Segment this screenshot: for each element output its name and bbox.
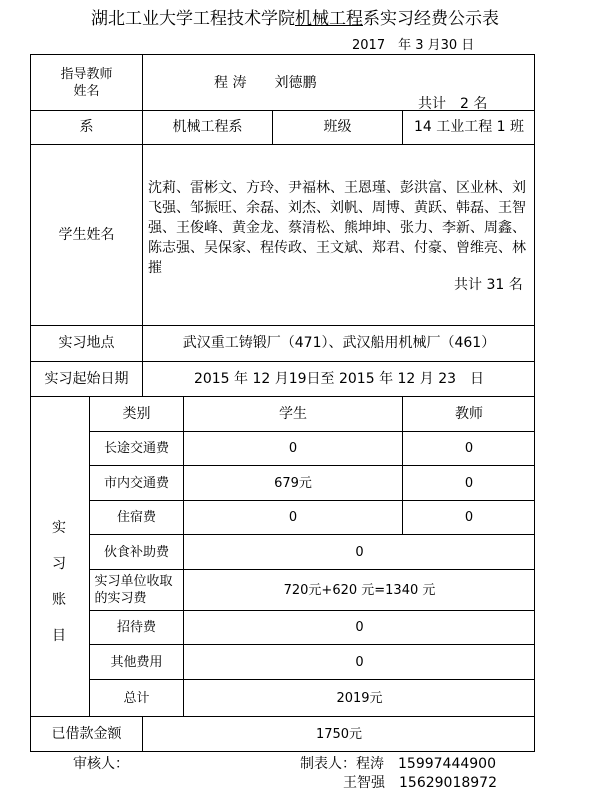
- maker-line: 制表人：程涛 15997444900: [300, 756, 496, 772]
- accounts-side-label: [50, 510, 68, 654]
- row-label-city-transport: 市内交通费: [103, 475, 169, 491]
- header-student: 学生: [279, 405, 307, 422]
- period-label: 实习起始日期: [44, 370, 129, 387]
- reviewer-label: 审核人：: [73, 756, 129, 772]
- students-label: 学生姓名: [58, 226, 115, 243]
- title-department: 机械工程: [295, 9, 363, 29]
- students-total: 共计 31 名: [454, 277, 523, 293]
- maker-second: 王智强 15629018972: [343, 775, 497, 791]
- header-teacher: 教师: [455, 405, 483, 422]
- header-category: 类别: [122, 405, 151, 422]
- row-label-internship-fee: [90, 570, 183, 610]
- row-teacher-value: 0: [464, 475, 474, 491]
- accounts-side-char: 目: [52, 628, 66, 644]
- title-prefix: 湖北工业大学工程技术学院: [91, 9, 295, 29]
- row-label-long-distance: 长途交通费: [103, 441, 169, 456]
- col-divider: [142, 54, 143, 110]
- accounts-side-char: 习: [52, 556, 66, 572]
- title-suffix: 系实习经费公示表: [363, 9, 499, 29]
- row-merged-value: 0: [355, 654, 364, 670]
- class-value: 14 工业工程 1 班: [413, 119, 525, 135]
- row-student-value: 0: [288, 510, 298, 525]
- row-label-meal-allowance: 伙食补助费: [103, 544, 169, 560]
- loan-label: 已借款金额: [51, 726, 122, 742]
- row-merged-value: 720元+620 元=1340 元: [283, 582, 436, 598]
- row-student-value: 679元: [274, 475, 312, 491]
- department-label: 系: [79, 119, 94, 135]
- period-value: 2015 年 12 月19日至 2015 年 12 月 23 日: [193, 370, 485, 387]
- student-names: 沈莉、雷彬文、方玲、尹福林、王恩瑾、彭洪富、区业林、刘飞强、邹振旺、余磊、刘杰、刘帆、周博、黄跃、韩磊、王智强、王俊峰、黄金龙、蔡清松、熊坤坤、张力、李新、周鑫、陈志强、吴保家、程传政、王文斌、郑君、付豪、曾维亮、林摧: [148, 180, 526, 276]
- location-label: 实习地点: [58, 335, 115, 351]
- advisor-names: 程 涛 刘德鹏: [214, 75, 317, 91]
- row-merged-value: 0: [355, 620, 364, 635]
- advisor-label-text: 指导教师姓名: [60, 66, 113, 99]
- row-student-value: 0: [288, 441, 298, 456]
- row-teacher-value: 0: [464, 510, 474, 525]
- department-value: 机械工程系: [172, 119, 243, 135]
- document-date: 2017 年 3 月30 日: [352, 38, 475, 53]
- row-label-total: 总计: [123, 690, 150, 706]
- location-value: 武汉重工铸锻厂（471）、武汉船用机械厂（461）: [182, 335, 496, 351]
- row-label-other: 其他费用: [110, 654, 163, 670]
- total-value: 2019元: [336, 690, 383, 706]
- row-label-entertainment: 招待费: [116, 620, 156, 635]
- class-label: 班级: [323, 119, 352, 135]
- row-teacher-value: 0: [464, 441, 474, 456]
- advisor-label: [31, 55, 142, 110]
- row-label-lodging: 住宿费: [116, 510, 156, 525]
- advisor-total: 共计 2 名: [418, 96, 488, 112]
- accounts-side-char: 账: [52, 592, 66, 608]
- row-merged-value: 0: [355, 544, 364, 560]
- accounts-side-char: 实: [52, 520, 66, 536]
- col-divider: [142, 144, 143, 325]
- row-label-internship-fee-text: 实习单位收取的实习费: [94, 574, 173, 606]
- document-title: [0, 4, 590, 29]
- loan-value: 1750元: [315, 727, 363, 742]
